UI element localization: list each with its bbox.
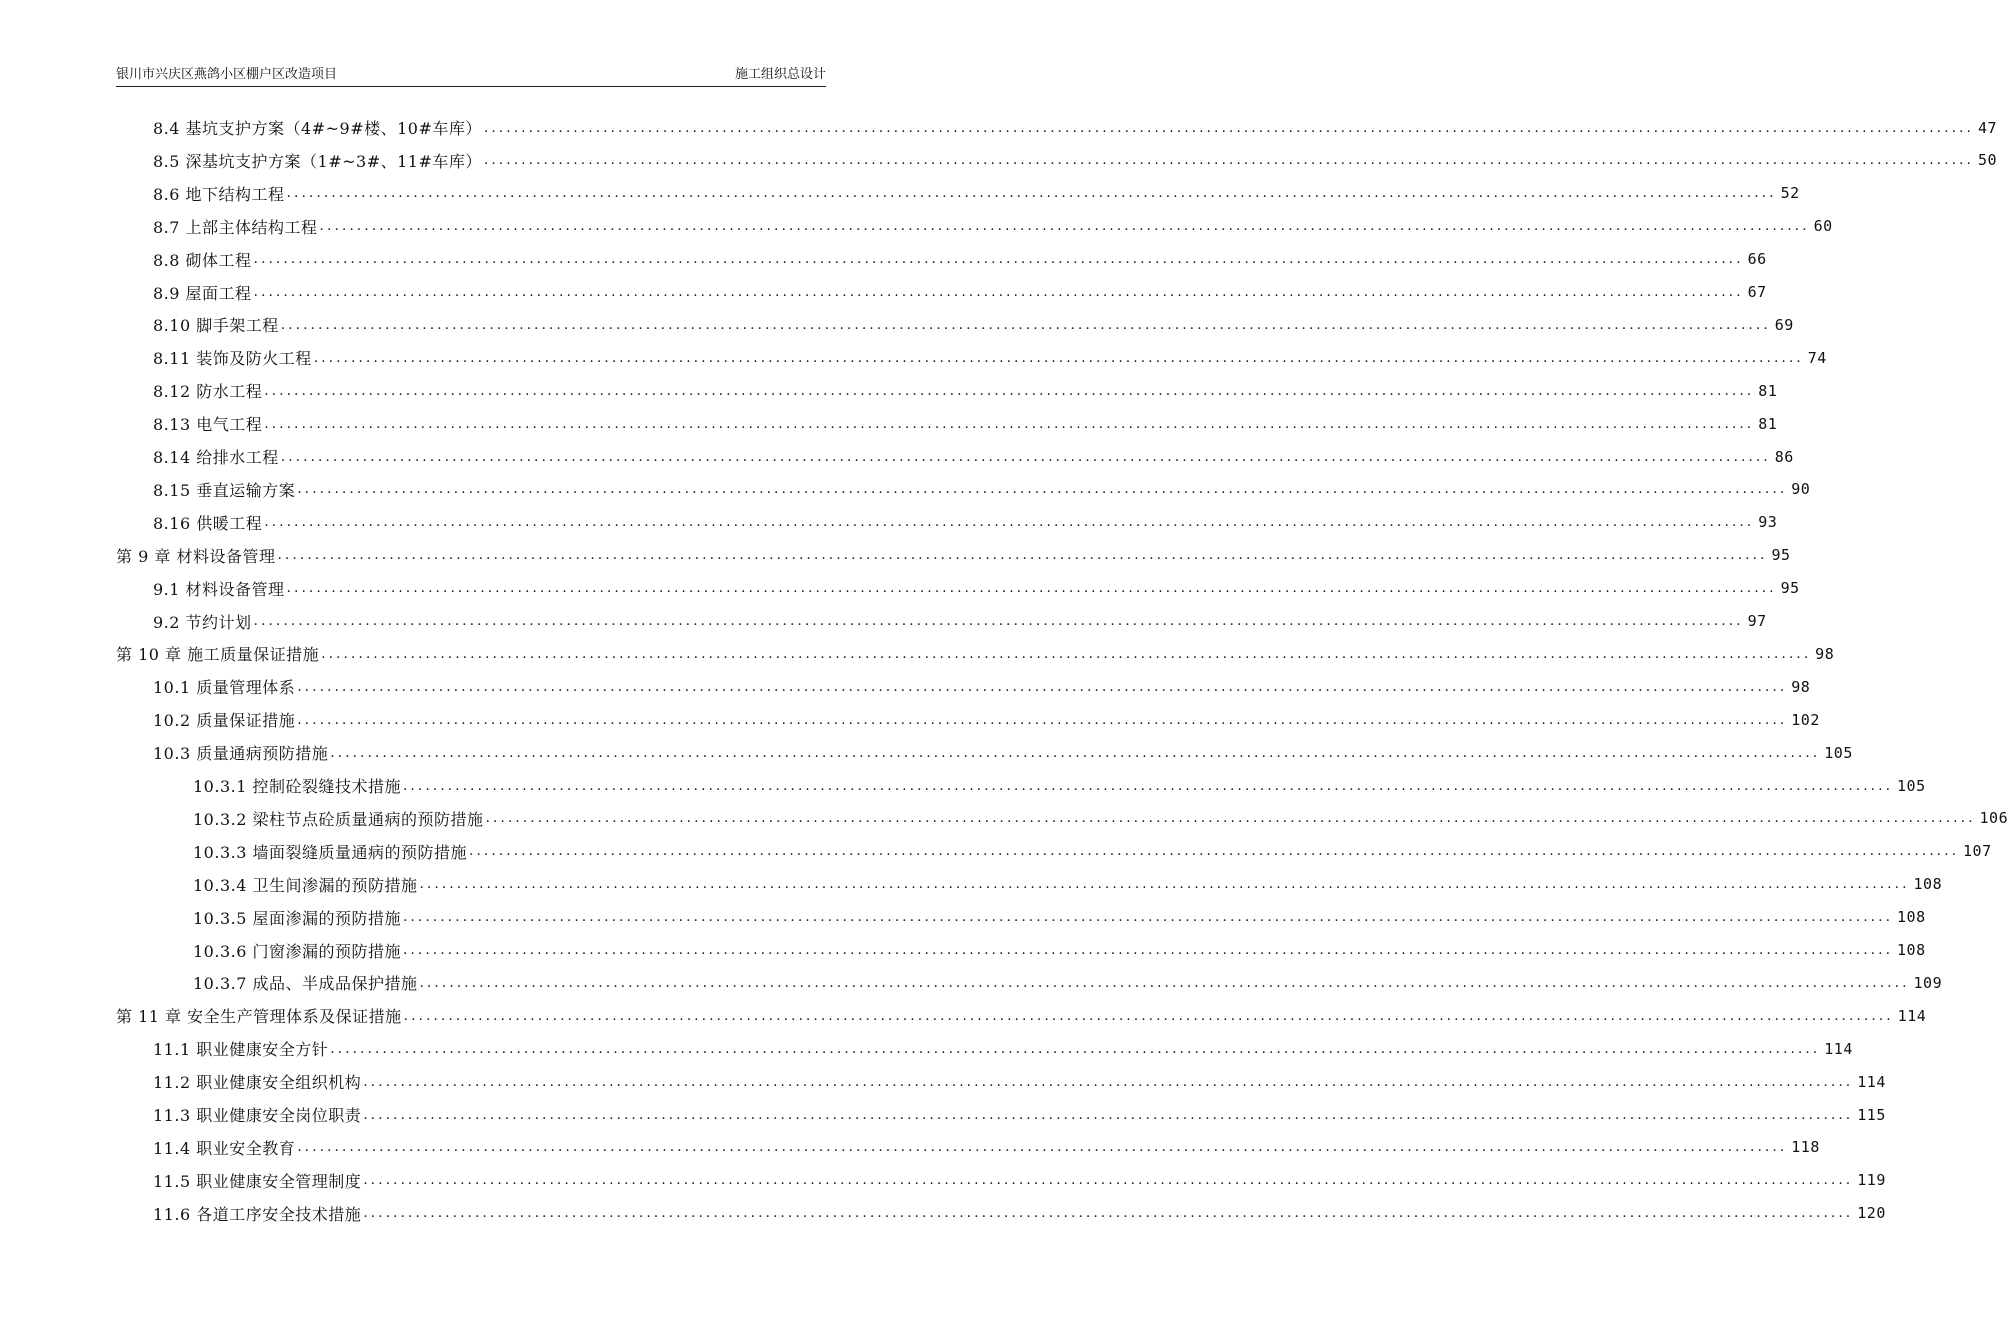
toc-entry[interactable]	[153, 1164, 1886, 1197]
toc-entry-page-number: 108	[1897, 908, 1926, 927]
toc-entry[interactable]	[153, 506, 1778, 539]
toc-entry-label: 10.2 质量保证措施	[153, 711, 296, 731]
toc-entry-page-number: 114	[1824, 1039, 1853, 1058]
toc-entry-page-number: 114	[1857, 1072, 1886, 1091]
toc-entry[interactable]	[153, 1032, 1853, 1065]
toc-entry-page-number: 52	[1780, 184, 1800, 203]
toc-entry-page-number: 60	[1813, 217, 1833, 236]
toc-entry[interactable]	[153, 407, 1778, 440]
toc-entry-label: 11.6 各道工序安全技术措施	[153, 1204, 362, 1224]
toc-entry-page-number: 93	[1758, 513, 1778, 532]
toc-dot-leader: ........................................................................................................................................................................................................	[297, 711, 1788, 728]
toc-dot-leader: ........................................................................................................................................................................................................	[483, 152, 1974, 169]
toc-entry-label: 8.15 垂直运输方案	[153, 480, 296, 500]
page-header	[116, 64, 826, 87]
toc-entry-label: 9.2 节约计划	[153, 612, 252, 632]
toc-dot-leader: ........................................................................................................................................................................................................	[319, 218, 1810, 235]
toc-entry-page-number: 114	[1897, 1006, 1927, 1025]
toc-dot-leader: ........................................................................................................................................................................................................	[363, 1172, 1854, 1189]
toc-entry-page-number: 106	[1979, 809, 2008, 828]
header-project-title: 银川市兴庆区燕鸽小区棚户区改造项目	[116, 67, 338, 82]
toc-entry[interactable]	[153, 703, 1820, 736]
toc-entry[interactable]	[153, 308, 1794, 341]
toc-entry-label: 8.13 电气工程	[153, 415, 263, 435]
toc-entry-label: 11.3 职业健康安全岗位职责	[153, 1106, 362, 1125]
toc-entry[interactable]	[153, 111, 1997, 144]
toc-entry[interactable]	[153, 1098, 1886, 1131]
toc-dot-leader: ........................................................................................................................................................................................................	[253, 284, 1744, 300]
toc-entry-page-number: 105	[1824, 743, 1853, 762]
toc-dot-leader: ........................................................................................................................................................................................................	[297, 678, 1788, 695]
toc-entry-label: 10.3.6 门窗渗漏的预防措施	[193, 941, 401, 961]
toc-dot-leader: ........................................................................................................................................................................................................	[419, 876, 1910, 893]
toc-entry[interactable]	[116, 637, 1835, 670]
toc-entry-label: 10.3.3 墙面裂缝质量通病的预防措施	[193, 842, 467, 862]
toc-dot-leader: ........................................................................................................................................................................................................	[468, 843, 1960, 860]
toc-entry-label: 8.10 脚手架工程	[153, 316, 279, 336]
toc-entry-label: 11.2 职业健康安全组织机构	[153, 1073, 362, 1093]
toc-entry[interactable]	[153, 144, 1997, 177]
toc-entry-page-number: 47	[1977, 118, 1997, 137]
toc-entry-label: 第 11 章 安全生产管理体系及保证措施	[116, 1007, 402, 1027]
toc-dot-leader: ........................................................................................................................................................................................................	[363, 1205, 1854, 1222]
toc-entry[interactable]	[153, 341, 1827, 374]
toc-entry-label: 8.8 砌体工程	[153, 250, 252, 270]
toc-entry-label: 8.16 供暖工程	[153, 513, 263, 533]
toc-entry[interactable]	[153, 1065, 1886, 1098]
header-document-title: 施工组织总设计	[734, 67, 826, 82]
toc-dot-leader: ........................................................................................................................................................................................................	[402, 777, 1894, 794]
toc-entry-page-number: 95	[1780, 579, 1800, 598]
toc-dot-leader: ........................................................................................................................................................................................................	[264, 514, 1755, 531]
toc-entry-page-number: 105	[1897, 776, 1926, 795]
toc-entry-page-number: 109	[1913, 973, 1943, 992]
toc-entry[interactable]	[193, 966, 1943, 999]
toc-entry-page-number: 81	[1758, 414, 1778, 433]
toc-entry[interactable]	[153, 243, 1767, 276]
toc-entry-page-number: 119	[1857, 1171, 1886, 1190]
toc-dot-leader: ........................................................................................................................................................................................................	[297, 1139, 1788, 1156]
toc-entry-label: 8.14 给排水工程	[153, 448, 279, 467]
toc-dot-leader: ........................................................................................................................................................................................................	[297, 481, 1788, 498]
toc-dot-leader: ........................................................................................................................................................................................................	[313, 349, 1804, 366]
toc-entry[interactable]	[153, 1131, 1820, 1164]
toc-dot-leader: ........................................................................................................................................................................................................	[363, 1073, 1854, 1090]
toc-dot-leader: ........................................................................................................................................................................................................	[483, 119, 1974, 136]
toc-entry[interactable]	[193, 934, 1926, 967]
toc-entry-page-number: 108	[1897, 941, 1926, 959]
toc-entry[interactable]	[153, 210, 1833, 243]
toc-dot-leader: ........................................................................................................................................................................................................	[280, 316, 1771, 333]
toc-entry[interactable]	[153, 572, 1800, 605]
toc-dot-leader: ........................................................................................................................................................................................................	[419, 974, 1910, 991]
toc-entry[interactable]	[153, 473, 1811, 506]
toc-entry-page-number: 98	[1791, 677, 1811, 696]
toc-entry-page-number: 115	[1857, 1105, 1886, 1124]
toc-entry[interactable]	[116, 539, 1791, 572]
toc-entry-label: 8.9 屋面工程	[153, 283, 252, 303]
toc-dot-leader: ........................................................................................................................................................................................................	[402, 909, 1894, 926]
toc-entry-label: 10.1 质量管理体系	[153, 678, 296, 698]
toc-dot-leader: ........................................................................................................................................................................................................	[253, 613, 1744, 629]
toc-dot-leader: ........................................................................................................................................................................................................	[402, 942, 1894, 958]
toc-entry-page-number: 69	[1774, 315, 1794, 334]
toc-entry[interactable]	[153, 670, 1811, 703]
toc-entry[interactable]	[193, 901, 1926, 934]
toc-entry-page-number: 74	[1807, 348, 1827, 367]
toc-dot-leader: ........................................................................................................................................................................................................	[280, 448, 1771, 465]
toc-dot-leader: ........................................................................................................................................................................................................	[264, 415, 1755, 432]
toc-entry[interactable]	[193, 868, 1943, 901]
toc-entry[interactable]	[116, 999, 1927, 1032]
toc-entry-label: 第 9 章 材料设备管理	[116, 546, 276, 566]
toc-entry[interactable]	[193, 769, 1926, 802]
toc-entry-page-number: 90	[1791, 480, 1811, 499]
toc-entry-label: 11.5 职业健康安全管理制度	[153, 1171, 362, 1191]
toc-dot-leader: ........................................................................................................................................................................................................	[264, 382, 1755, 399]
toc-entry[interactable]	[193, 835, 1992, 868]
toc-entry-label: 8.6 地下结构工程	[153, 184, 285, 204]
toc-entry-label: 10.3.4 卫生间渗漏的预防措施	[193, 875, 418, 895]
toc-dot-leader: ........................................................................................................................................................................................................	[286, 185, 1777, 202]
toc-entry-label: 10.3.1 控制砼裂缝技术措施	[193, 777, 401, 796]
toc-dot-leader: ........................................................................................................................................................................................................	[363, 1106, 1854, 1123]
toc-entry-label: 10.3 质量通病预防措施	[153, 744, 329, 764]
toc-entry-page-number: 67	[1747, 283, 1767, 301]
toc-entry-label: 8.5 深基坑支护方案（1#~3#、11#车库）	[153, 151, 482, 171]
toc-entry-label: 10.3.2 梁柱节点砼质量通病的预防措施	[193, 809, 484, 829]
toc-dot-leader: ........................................................................................................................................................................................................	[321, 645, 1812, 662]
toc-entry[interactable]	[153, 736, 1853, 769]
toc-entry-page-number: 107	[1963, 842, 1992, 861]
toc-entry-label: 9.1 材料设备管理	[153, 579, 285, 599]
toc-entry-page-number: 120	[1857, 1204, 1886, 1223]
toc-entry-label: 10.3.7 成品、半成品保护措施	[193, 974, 418, 994]
toc-entry-label: 11.1 职业健康安全方针	[153, 1040, 329, 1060]
toc-dot-leader: ........................................................................................................................................................................................................	[286, 580, 1777, 597]
toc-dot-leader: ........................................................................................................................................................................................................	[253, 251, 1744, 268]
toc-dot-leader: ........................................................................................................................................................................................................	[330, 744, 1821, 761]
toc-entry-page-number: 98	[1815, 644, 1835, 663]
toc-entry-label: 11.4 职业安全教育	[153, 1138, 296, 1158]
toc-entry-label: 8.11 装饰及防火工程	[153, 349, 312, 369]
toc-dot-leader: ........................................................................................................................................................................................................	[485, 810, 1976, 827]
toc-entry-page-number: 86	[1774, 447, 1794, 466]
toc-dot-leader: ........................................................................................................................................................................................................	[330, 1040, 1821, 1057]
toc-entry-page-number: 102	[1791, 710, 1820, 729]
toc-entry[interactable]	[153, 177, 1800, 210]
toc-entry-page-number: 108	[1913, 875, 1943, 894]
toc-entry[interactable]	[153, 276, 1767, 309]
toc-dot-leader: ........................................................................................................................................................................................................	[277, 547, 1768, 564]
toc-entry-page-number: 118	[1791, 1138, 1820, 1157]
toc-dot-leader: ........................................................................................................................................................................................................	[403, 1007, 1894, 1024]
toc-entry[interactable]	[153, 605, 1767, 638]
toc-entry-label: 第 10 章 施工质量保证措施	[116, 645, 320, 665]
toc-entry[interactable]	[193, 802, 2008, 835]
toc-entry-page-number: 66	[1747, 250, 1767, 269]
toc-entry-label: 10.3.5 屋面渗漏的预防措施	[193, 908, 401, 928]
toc-entry-page-number: 97	[1747, 612, 1767, 630]
toc-entry-page-number: 95	[1771, 546, 1791, 565]
toc-entry[interactable]	[153, 1197, 1886, 1230]
toc-entry[interactable]	[153, 374, 1778, 407]
toc-entry-label: 8.4 基坑支护方案（4#~9#楼、10#车库）	[153, 119, 482, 138]
toc-entry-page-number: 50	[1977, 151, 1997, 170]
toc-entry-label: 8.7 上部主体结构工程	[153, 217, 318, 237]
toc-entry[interactable]	[153, 440, 1794, 473]
toc-entry-label: 8.12 防水工程	[153, 382, 263, 402]
toc-entry-page-number: 81	[1758, 381, 1778, 400]
